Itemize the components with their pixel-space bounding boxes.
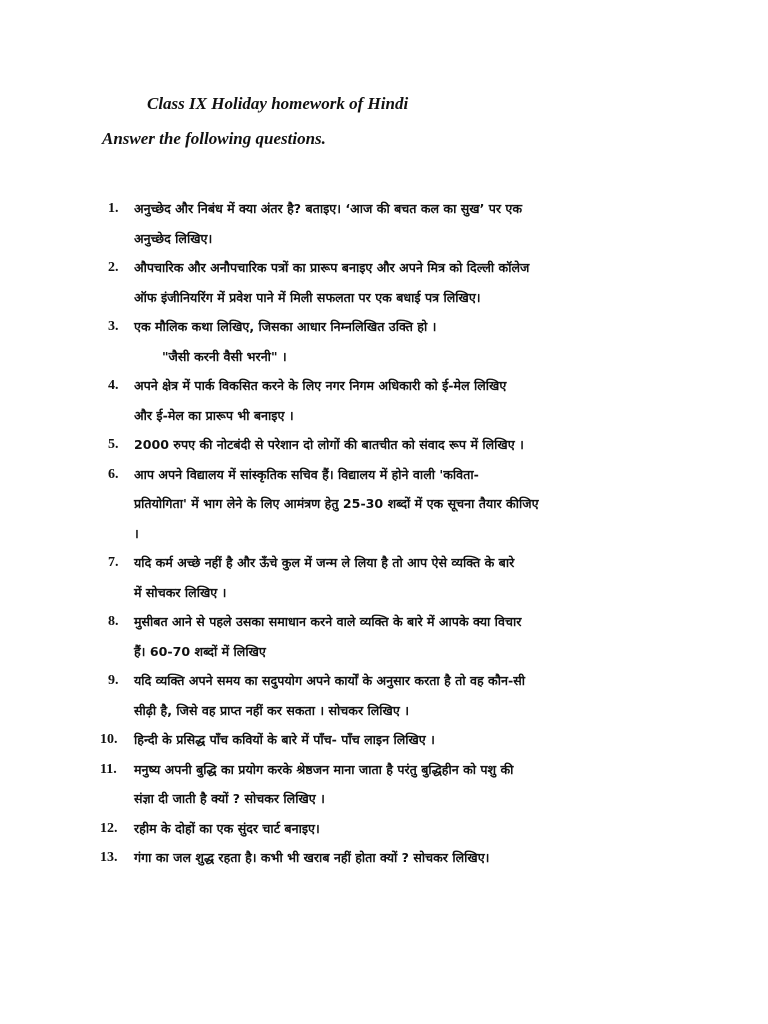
question-number: 8. <box>108 614 119 629</box>
question-text-line: प्रतियोगिता' में भाग लेने के लिए आमंत्रण हेतु 25-30 शब्दों में एक सूचना तैयार कीजिए <box>134 496 539 511</box>
question-number: 11. <box>100 761 117 777</box>
question-number: 10. <box>100 732 118 747</box>
question-number: 5. <box>108 437 119 452</box>
question-text-line: यदि व्यक्ति अपने समय का सदुपयोग अपने कार्यों के अनुसार करता है तो वह कौन-सी <box>134 673 525 688</box>
question-number: 2. <box>108 260 119 275</box>
question-number: 13. <box>100 850 118 865</box>
question-text-line: आप अपने विद्यालय में सांस्कृतिक सचिव हैं। विद्यालय में होने वाली 'कविता- <box>134 466 479 482</box>
question-text-line: में सोचकर लिखिए । <box>134 584 227 600</box>
question-item <box>100 194 680 253</box>
question-item <box>100 253 680 312</box>
question-number: 1. <box>108 201 119 216</box>
question-item <box>100 460 680 549</box>
question-item <box>100 666 680 725</box>
question-number: 7. <box>108 555 119 570</box>
question-text-line: मुसीबत आने से पहले उसका समाधान करने वाले व्यक्ति के बारे में आपके क्या विचार <box>134 614 522 629</box>
question-number: 9. <box>108 673 119 688</box>
question-text-line: और ई-मेल का प्रारूप भी बनाइए । <box>134 407 294 423</box>
instruction-heading: Answer the following questions. <box>102 129 326 148</box>
question-text-line: गंगा का जल शुद्ध रहता है। कभी भी खराब नहीं होता क्यों ? सोचकर लिखिए। <box>134 850 490 865</box>
question-item <box>100 814 680 844</box>
page-title: Class IX Holiday homework of Hindi <box>147 94 409 113</box>
question-text-line: मनुष्य अपनी बुद्धि का प्रयोग करके श्रेष्ठजन माना जाता है परंतु बुद्धिहीन को पशु की <box>134 761 514 777</box>
question-text-line: सीढ़ी है, जिसे वह प्राप्त नहीं कर सकता । सोचकर लिखिए । <box>134 702 409 718</box>
question-item <box>100 371 680 430</box>
question-item <box>100 548 680 607</box>
question-text-line: "जैसी करनी वैसी भरनी" । <box>162 348 287 364</box>
question-text-line: 2000 रुपए की नोटबंदी से परेशान दो लोगों की बातचीत को संवाद रूप में लिखिए । <box>134 437 524 452</box>
question-text-line: संज्ञा दी जाती है क्यों ? सोचकर लिखिए । <box>134 791 325 806</box>
question-text-line: यदि कर्म अच्छे नहीं है और ऊँचे कुल में जन्म ले लिया है तो आप ऐसे व्यक्ति के बारे <box>134 555 515 570</box>
question-text-line: अनुच्छेद और निबंध में क्या अंतर है? बताइए। ‘आज की बचत कल का सुख’ पर एक <box>134 201 523 216</box>
question-text-line: एक मौलिक कथा लिखिए, जिसका आधार निम्नलिखित उक्ति हो । <box>134 319 437 334</box>
question-item <box>100 607 680 666</box>
question-item <box>100 843 680 873</box>
question-text-line: ऑफ इंजीनियरिंग में प्रवेश पाने में मिली सफलता पर एक बधाई पत्र लिखिए। <box>134 289 481 305</box>
question-item <box>100 312 680 371</box>
question-item <box>100 755 680 814</box>
question-text-line: अपने क्षेत्र में पार्क विकसित करने के लिए नगर निगम अधिकारी को ई-मेल लिखिए <box>134 378 507 393</box>
question-number: 6. <box>108 466 119 482</box>
question-text-line: हिन्दी के प्रसिद्ध पाँच कवियों के बारे में पाँच- पाँच लाइन लिखिए । <box>134 732 435 747</box>
question-number: 4. <box>108 378 119 393</box>
question-number: 12. <box>100 820 118 836</box>
question-item <box>100 725 680 755</box>
question-item <box>100 430 680 460</box>
question-text-line: हैं। 60-70 शब्दों में लिखिए <box>134 643 266 659</box>
question-text-line: । <box>134 525 139 541</box>
question-text-line: रहीम के दोहों का एक सुंदर चार्ट बनाइए। <box>134 820 320 836</box>
question-number: 3. <box>108 319 119 334</box>
question-text-line: औपचारिक और अनौपचारिक पत्रों का प्रारूप बनाइए और अपने मित्र को दिल्ली कॉलेज <box>134 260 530 275</box>
question-text-line: अनुच्छेद लिखिए। <box>134 230 213 246</box>
question-list <box>100 194 680 873</box>
